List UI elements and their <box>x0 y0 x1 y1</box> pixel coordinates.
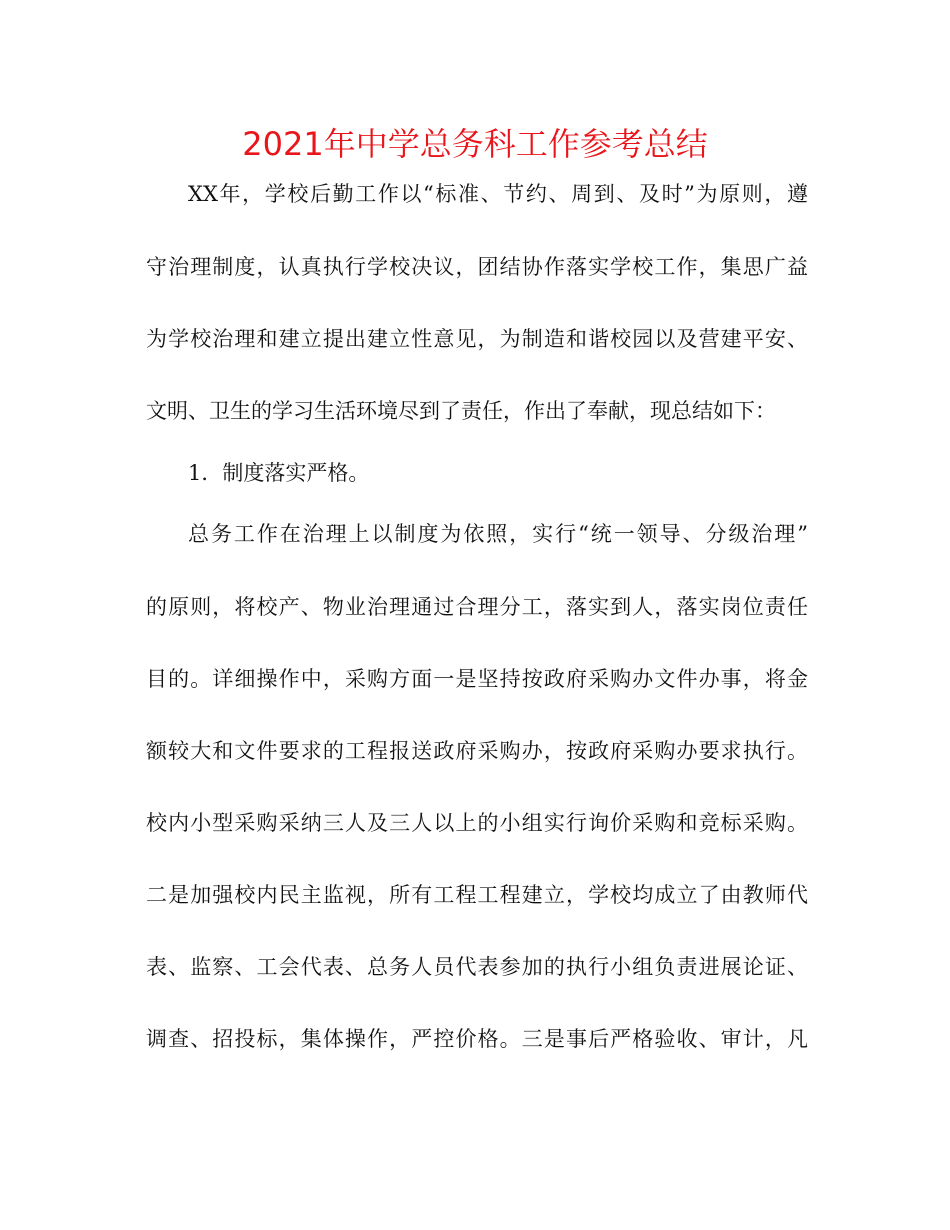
paragraph-line-9: 校内小型采购采纳三人及三人以上的小组实行询价采购和竞标采购。 <box>146 811 808 835</box>
paragraph-line-8: 额较大和文件要求的工程报送政府采购办，按政府采购办要求执行。 <box>146 739 808 763</box>
paragraph-line-6: 的原则，将校产、物业治理通过合理分工，落实到人，落实岗位责任 <box>146 595 808 619</box>
paragraph-line-2: 守治理制度，认真执行学校决议，团结协作落实学校工作，集思广益 <box>146 255 808 279</box>
section-heading: 1．制度落实严格。 <box>188 461 370 485</box>
paragraph-line-3: 为学校治理和建立提出建立性意见，为制造和谐校园以及营建平安、 <box>146 327 808 351</box>
paragraph-line-1: XX年，学校后勤工作以“标准、节约、周到、及时”为原则，遵 <box>188 182 808 206</box>
document-title: 2021年中学总务科工作参考总结 <box>242 125 708 163</box>
paragraph-line-10: 二是加强校内民主监视，所有工程工程建立，学校均成立了由教师代 <box>146 883 808 907</box>
paragraph-line-5: 总务工作在治理上以制度为依照，实行“统一领导、分级治理” <box>188 522 808 546</box>
paragraph-line-7: 目的。详细操作中，采购方面一是坚持按政府采购办文件办事，将金 <box>146 667 808 691</box>
paragraph-line-12: 调查、招投标，集体操作，严控价格。三是事后严格验收、审计，凡 <box>146 1027 808 1051</box>
paragraph-line-11: 表、监察、工会代表、总务人员代表参加的执行小组负责进展论证、 <box>146 955 808 979</box>
paragraph-line-4: 文明、卫生的学习生活环境尽到了责任，作出了奉献，现总结如下： <box>146 399 776 423</box>
